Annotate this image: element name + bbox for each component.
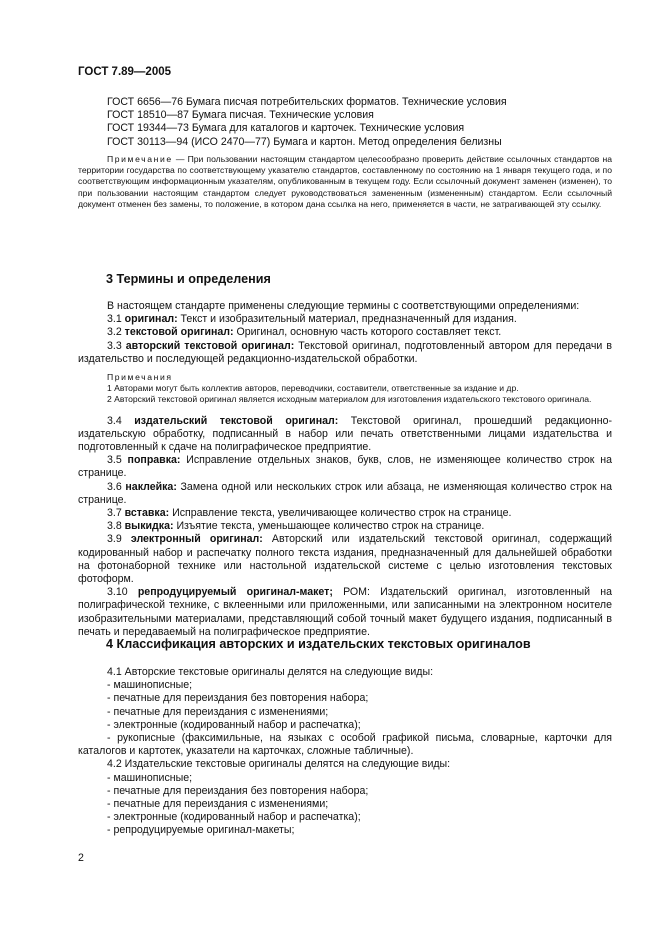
term-3-3: 3.3 авторский текстовой оригинал: Текстовой оригинал, подготовленный автором для передачи в издательство и последующей редакционно-издательской обработки.: [78, 339, 612, 365]
list-item: - печатные для переиздания без повторения набора;: [107, 784, 369, 797]
term-3-4: 3.4 издательский текстовой оригинал: Текстовой оригинал, прошедший редакционно-издательскую обработку, подписанный в набор или печать ответственными лицами издательства и подготовленный к сдаче на полиграфическое предприятие.: [78, 414, 612, 454]
term-3-10: 3.10 репродуцируемый оригинал-макет; РОМ: Издательский оригинал, изготовленный на полиграфической технике, с вклеенными или приложенными, или записанными на электронном носителе изобразительными материалами, представляющий собой точный макет будущего издания, подписанный в печать и передаваемый на полиграфическое предприятие.: [78, 586, 613, 638]
notes-label: Примечания: [107, 372, 173, 383]
document-header: ГОСТ 7.89—2005: [78, 66, 172, 78]
reference-item: ГОСТ 6656—76 Бумага писчая потребительских форматов. Технические условия: [107, 96, 507, 108]
term-name: репродуцируемый оригинал-макет;: [137, 586, 333, 599]
section-4-heading: 4 Классификация авторских и издательских текстовых оригиналов: [106, 637, 531, 651]
term-name: электронный оригинал:: [130, 533, 263, 546]
references-note: [78, 154, 612, 210]
term-name: издательский текстовой оригинал:: [134, 414, 339, 427]
term-3-6: 3.6 наклейка: Замена одной или нескольких строк или абзаца, не изменяющая количество строк на странице.: [78, 480, 612, 506]
term-name: текстовой оригинал:: [124, 326, 234, 339]
clause-4-1: 4.1 Авторские текстовые оригиналы делятся на следующие виды:: [107, 666, 434, 678]
term-3-7: 3.7 вставка: Исправление текста, увеличивающее количество строк на странице.: [107, 507, 512, 520]
list-item: - печатные для переиздания с изменениями;: [107, 705, 329, 718]
term-3-1: 3.1 оригинал: Текст и изобразительный материал, предназначенный для издания.: [107, 313, 517, 326]
term-3-5: 3.5 поправка: Исправление отдельных знаков, букв, слов, не изменяющее количество строк на странице.: [78, 454, 612, 480]
list-item: - печатные для переиздания без повторения набора;: [107, 692, 369, 705]
term-name: авторский текстовой оригинал:: [125, 339, 295, 352]
section-3-body: [78, 300, 612, 639]
reference-item: ГОСТ 30113—94 (ИСО 2470—77) Бумага и картон. Метод определения белизны: [107, 135, 502, 148]
reference-item: ГОСТ 18510—87 Бумага писчая. Технические условия: [107, 109, 374, 122]
list-item: - электронные (кодированный набор и распечатка);: [107, 718, 361, 731]
section-4-body: [78, 666, 612, 838]
list-item: - машинописные;: [107, 679, 193, 692]
note-item: 2 Авторский текстовой оригинал является исходным материалом для изготовления издательского текстового оригинала.: [107, 394, 592, 405]
term-3-9: 3.9 электронный оригинал: Авторский или издательский текстовой оригинал, содержащий кодированный набор и распечатку полного текста издания, предназначенный для дальнейшей обработки на фотонаборной технике или настольной издательской системе с целью изготовления текстовых фотоформ.: [78, 533, 612, 586]
term-name: вставка:: [124, 507, 170, 520]
page-number: 2: [78, 852, 84, 864]
note-label: Примечание: [107, 154, 173, 164]
clause-4-2: 4.2 Издательские текстовые оригиналы делятся на следующие виды:: [107, 758, 451, 771]
term-name: наклейка:: [125, 480, 177, 493]
note-text: — При пользовании настоящим стандартом целесообразно проверить действие ссылочных стандартов на территории государства по соответствующему указателю стандартов, составленному по состоянию на 1 января текущего года, и по соответствующим информационным указателям, опубликованным в текущем году. Если ссылочный документ заменен (изменен), то при пользовании настоящим стандартом следует руководствоваться замененным (измененным) стандартом. Если ссылочный документ отменен без замены, то положение, в котором дана ссылка на него, применяется в части, не затрагивающей эту ссылку.: [78, 154, 612, 209]
term-name: оригинал:: [124, 313, 178, 326]
section-3-heading: 3 Термины и определения: [106, 272, 271, 286]
section-3-intro: В настоящем стандарте применены следующие термины с соответствующими определениями:: [107, 300, 580, 312]
list-item: - печатные для переиздания с изменениями;: [107, 798, 329, 811]
list-item: - электронные (кодированный набор и распечатка);: [107, 811, 361, 824]
note-item: 1 Авторами могут быть коллектив авторов, переводчики, составители, ответственные за издание и др.: [107, 383, 519, 394]
term-name: поправка:: [127, 454, 181, 467]
list-item: - машинописные;: [107, 771, 193, 784]
normative-references: [78, 96, 612, 149]
list-item: - репродуцируемые оригинал-макеты;: [107, 824, 295, 837]
reference-item: ГОСТ 19344—73 Бумага для каталогов и карточек. Технические условия: [107, 122, 465, 135]
term-3-8: 3.8 выкидка: Изъятие текста, уменьшающее количество строк на странице.: [107, 520, 485, 533]
list-item: - рукописные (факсимильные, на языках с особой графикой письма, словарные, карточки для каталогов и картотек, указатели на карточках, сложные табличные).: [78, 732, 612, 758]
term-3-2: 3.2 текстовой оригинал: Оригинал, основную часть которого составляет текст.: [107, 326, 502, 339]
term-name: выкидка:: [124, 520, 174, 533]
